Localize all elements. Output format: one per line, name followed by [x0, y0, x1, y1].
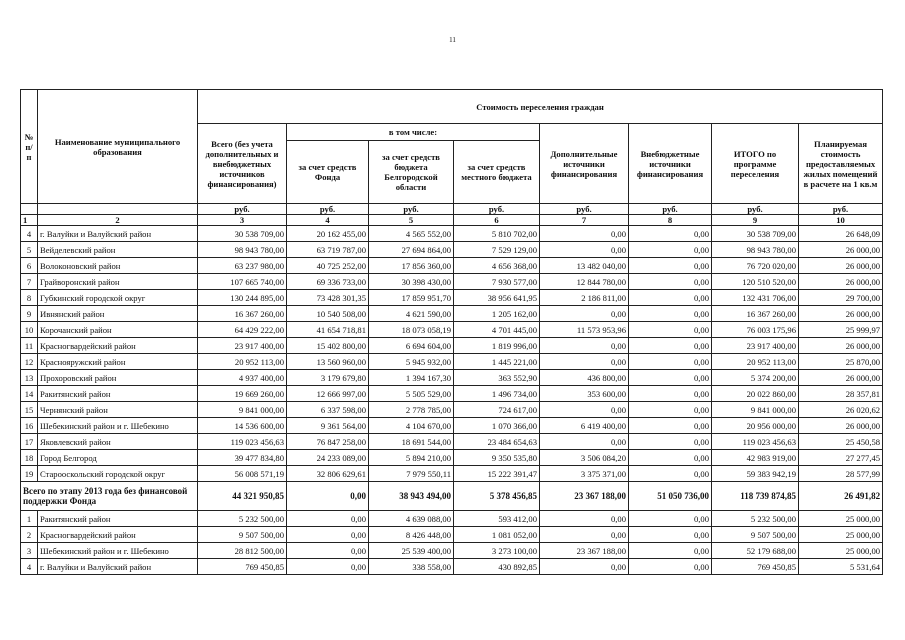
table-row: [21, 258, 883, 274]
page-number: 11: [449, 36, 456, 44]
header-regional: за счет средств бюджета Белгородской области: [369, 141, 454, 204]
value-cell: 769 450,85: [712, 559, 799, 575]
value-cell: 26 000,00: [799, 370, 883, 386]
value-cell: 29 700,00: [799, 290, 883, 306]
row-number: 18: [21, 450, 38, 466]
column-index: 7: [540, 215, 629, 226]
table-row: [21, 338, 883, 354]
value-cell: 26 000,00: [799, 242, 883, 258]
table-row: [21, 418, 883, 434]
municipality-name: Вейделевский район: [38, 242, 198, 258]
value-cell: 4 656 368,00: [454, 258, 540, 274]
table-row: [21, 290, 883, 306]
row-number: 14: [21, 386, 38, 402]
value-cell: 3 273 100,00: [454, 543, 540, 559]
value-cell: 39 477 834,80: [198, 450, 287, 466]
total-value: 5 378 456,85: [454, 482, 540, 511]
value-cell: 0,00: [629, 322, 712, 338]
value-cell: 0,00: [629, 290, 712, 306]
municipality-name: Город Белгород: [38, 450, 198, 466]
value-cell: 9 507 500,00: [198, 527, 287, 543]
value-cell: 9 361 564,00: [287, 418, 369, 434]
value-cell: 56 008 571,19: [198, 466, 287, 482]
value-cell: 0,00: [287, 559, 369, 575]
value-cell: 6 419 400,00: [540, 418, 629, 434]
value-cell: 27 694 864,00: [369, 242, 454, 258]
municipality-name: г. Валуйки и Валуйский район: [38, 559, 198, 575]
column-index: 9: [712, 215, 799, 226]
value-cell: 69 336 733,00: [287, 274, 369, 290]
resettlement-cost-table: [20, 89, 883, 575]
row-number: 7: [21, 274, 38, 290]
municipality-name: Шебекинский район и г. Шебекино: [38, 543, 198, 559]
total-label: Всего по этапу 2013 года без финансовой поддержки Фонда: [21, 482, 198, 511]
municipality-name: Краснояружский район: [38, 354, 198, 370]
value-cell: 5 374 200,00: [712, 370, 799, 386]
value-cell: 19 669 260,00: [198, 386, 287, 402]
total-value: 38 943 494,00: [369, 482, 454, 511]
column-index-row: [21, 215, 883, 226]
value-cell: 25 000,00: [799, 511, 883, 527]
value-cell: 18 691 544,00: [369, 434, 454, 450]
value-cell: 1 070 366,00: [454, 418, 540, 434]
municipality-name: Корочанский район: [38, 322, 198, 338]
value-cell: 26 000,00: [799, 306, 883, 322]
total-value: 44 321 950,85: [198, 482, 287, 511]
row-number: 12: [21, 354, 38, 370]
value-cell: 11 573 953,96: [540, 322, 629, 338]
value-cell: 430 892,85: [454, 559, 540, 575]
value-cell: 30 538 709,00: [712, 226, 799, 242]
municipality-name: Ракитянский район: [38, 511, 198, 527]
value-cell: 338 558,00: [369, 559, 454, 575]
value-cell: 25 870,00: [799, 354, 883, 370]
value-cell: 0,00: [540, 511, 629, 527]
value-cell: 4 937 400,00: [198, 370, 287, 386]
value-cell: 0,00: [629, 434, 712, 450]
value-cell: 17 859 951,70: [369, 290, 454, 306]
table-row: [21, 306, 883, 322]
header-including: в том числе:: [287, 124, 540, 141]
row-number: 15: [21, 402, 38, 418]
value-cell: 59 383 942,19: [712, 466, 799, 482]
column-index: 6: [454, 215, 540, 226]
value-cell: 38 956 641,95: [454, 290, 540, 306]
value-cell: 107 665 740,00: [198, 274, 287, 290]
table-row: [21, 322, 883, 338]
value-cell: 0,00: [540, 527, 629, 543]
unit-cell: руб.: [287, 204, 369, 215]
value-cell: 2 186 811,00: [540, 290, 629, 306]
table-row: [21, 511, 883, 527]
header-extrabudget: Внебюджетные источники финансирования: [629, 124, 712, 204]
row-number: 11: [21, 338, 38, 354]
header-planned-cost: Планируемая стоимость предоставляемых жилых помещений в расчете на 1 кв.м: [799, 124, 883, 204]
column-index: 3: [198, 215, 287, 226]
value-cell: 52 179 688,00: [712, 543, 799, 559]
municipality-name: г. Валуйки и Валуйский район: [38, 226, 198, 242]
value-cell: 7 979 550,11: [369, 466, 454, 482]
table-row: [21, 527, 883, 543]
value-cell: 9 507 500,00: [712, 527, 799, 543]
table-row: [21, 450, 883, 466]
table-row: [21, 466, 883, 482]
header-group-title: Стоимость переселения граждан: [198, 90, 883, 124]
value-cell: 0,00: [629, 418, 712, 434]
value-cell: 25 450,58: [799, 434, 883, 450]
row-number: 4: [21, 559, 38, 575]
value-cell: 20 952 113,00: [712, 354, 799, 370]
value-cell: 593 412,00: [454, 511, 540, 527]
value-cell: 0,00: [629, 543, 712, 559]
value-cell: 5 894 210,00: [369, 450, 454, 466]
row-number: 9: [21, 306, 38, 322]
value-cell: 0,00: [629, 559, 712, 575]
value-cell: 64 429 222,00: [198, 322, 287, 338]
value-cell: 3 506 084,20: [540, 450, 629, 466]
value-cell: 0,00: [629, 338, 712, 354]
column-index: 1: [21, 215, 38, 226]
unit-cell: руб.: [198, 204, 287, 215]
value-cell: 0,00: [629, 274, 712, 290]
unit-cell: руб.: [799, 204, 883, 215]
header-fund: за счет средств Фонда: [287, 141, 369, 204]
value-cell: 0,00: [540, 559, 629, 575]
value-cell: 12 666 997,00: [287, 386, 369, 402]
row-number: 19: [21, 466, 38, 482]
municipality-name: Грайворонский район: [38, 274, 198, 290]
value-cell: 4 701 445,00: [454, 322, 540, 338]
value-cell: 13 560 960,00: [287, 354, 369, 370]
value-cell: 724 617,00: [454, 402, 540, 418]
value-cell: 20 956 000,00: [712, 418, 799, 434]
header-number: № п/п: [21, 90, 38, 204]
value-cell: 0,00: [287, 527, 369, 543]
header-local: за счет средств местного бюджета: [454, 141, 540, 204]
value-cell: 20 162 455,00: [287, 226, 369, 242]
value-cell: 5 232 500,00: [198, 511, 287, 527]
value-cell: 363 552,90: [454, 370, 540, 386]
value-cell: 1 394 167,30: [369, 370, 454, 386]
value-cell: 0,00: [287, 543, 369, 559]
value-cell: 20 022 860,00: [712, 386, 799, 402]
municipality-name: Красногвардейский район: [38, 338, 198, 354]
value-cell: 40 725 252,00: [287, 258, 369, 274]
value-cell: 25 539 400,00: [369, 543, 454, 559]
row-number: 2: [21, 527, 38, 543]
value-cell: 0,00: [629, 354, 712, 370]
value-cell: 10 540 508,00: [287, 306, 369, 322]
row-number: 16: [21, 418, 38, 434]
header-itogo: ИТОГО по программе переселения: [712, 124, 799, 204]
value-cell: 0,00: [629, 306, 712, 322]
value-cell: 42 983 919,00: [712, 450, 799, 466]
value-cell: 0,00: [540, 434, 629, 450]
value-cell: 9 350 535,80: [454, 450, 540, 466]
value-cell: 0,00: [629, 242, 712, 258]
column-index: 8: [629, 215, 712, 226]
column-index: 4: [287, 215, 369, 226]
municipality-name: Чернянский район: [38, 402, 198, 418]
municipality-name: Красногвардейский район: [38, 527, 198, 543]
row-number: 4: [21, 226, 38, 242]
table-row: [21, 402, 883, 418]
value-cell: 25 000,00: [799, 527, 883, 543]
value-cell: 26 000,00: [799, 418, 883, 434]
total-value: 23 367 188,00: [540, 482, 629, 511]
unit-cell: руб.: [712, 204, 799, 215]
unit-cell: руб.: [454, 204, 540, 215]
row-number: 5: [21, 242, 38, 258]
value-cell: 4 565 552,00: [369, 226, 454, 242]
value-cell: 0,00: [629, 226, 712, 242]
value-cell: 7 930 577,00: [454, 274, 540, 290]
value-cell: 0,00: [629, 258, 712, 274]
value-cell: 26 648,09: [799, 226, 883, 242]
row-number: 13: [21, 370, 38, 386]
column-index: 5: [369, 215, 454, 226]
total-row: [21, 482, 883, 511]
municipality-name: Яковлевский район: [38, 434, 198, 450]
value-cell: 26 020,62: [799, 402, 883, 418]
value-cell: 15 402 800,00: [287, 338, 369, 354]
value-cell: 16 367 260,00: [198, 306, 287, 322]
municipality-name: Волоконовский район: [38, 258, 198, 274]
value-cell: 3 179 679,80: [287, 370, 369, 386]
row-number: 3: [21, 543, 38, 559]
value-cell: 76 003 175,96: [712, 322, 799, 338]
value-cell: 1 819 996,00: [454, 338, 540, 354]
total-value: 118 739 874,85: [712, 482, 799, 511]
value-cell: 0,00: [629, 527, 712, 543]
value-cell: 25 999,97: [799, 322, 883, 338]
value-cell: 17 856 360,00: [369, 258, 454, 274]
value-cell: 63 237 980,00: [198, 258, 287, 274]
value-cell: 63 719 787,00: [287, 242, 369, 258]
table-row: [21, 274, 883, 290]
value-cell: 26 000,00: [799, 274, 883, 290]
municipality-name: Губкинский городской округ: [38, 290, 198, 306]
value-cell: 73 428 301,35: [287, 290, 369, 306]
value-cell: 5 810 702,00: [454, 226, 540, 242]
value-cell: 16 367 260,00: [712, 306, 799, 322]
row-number: 8: [21, 290, 38, 306]
table-row: [21, 370, 883, 386]
value-cell: 436 800,00: [540, 370, 629, 386]
value-cell: 119 023 456,63: [198, 434, 287, 450]
total-value: 26 491,82: [799, 482, 883, 511]
table-row: [21, 543, 883, 559]
value-cell: 41 654 718,81: [287, 322, 369, 338]
table-row: [21, 559, 883, 575]
value-cell: 0,00: [629, 402, 712, 418]
value-cell: 5 232 500,00: [712, 511, 799, 527]
total-value: 0,00: [287, 482, 369, 511]
value-cell: 0,00: [287, 511, 369, 527]
value-cell: 5 945 932,00: [369, 354, 454, 370]
value-cell: 18 073 058,19: [369, 322, 454, 338]
value-cell: 0,00: [540, 338, 629, 354]
value-cell: 23 917 400,00: [198, 338, 287, 354]
value-cell: 9 841 000,00: [198, 402, 287, 418]
value-cell: 8 426 448,00: [369, 527, 454, 543]
municipality-name: Прохоровский район: [38, 370, 198, 386]
value-cell: 98 943 780,00: [712, 242, 799, 258]
value-cell: 0,00: [629, 511, 712, 527]
value-cell: 23 917 400,00: [712, 338, 799, 354]
row-number: 17: [21, 434, 38, 450]
value-cell: 0,00: [540, 226, 629, 242]
value-cell: 26 000,00: [799, 338, 883, 354]
value-cell: 769 450,85: [198, 559, 287, 575]
value-cell: 2 778 785,00: [369, 402, 454, 418]
value-cell: 0,00: [629, 386, 712, 402]
value-cell: 4 621 590,00: [369, 306, 454, 322]
value-cell: 13 482 040,00: [540, 258, 629, 274]
municipality-name: Старооскольский городской округ: [38, 466, 198, 482]
value-cell: 1 205 162,00: [454, 306, 540, 322]
unit-cell: руб.: [369, 204, 454, 215]
table-row: [21, 226, 883, 242]
value-cell: 0,00: [540, 306, 629, 322]
value-cell: 14 536 600,00: [198, 418, 287, 434]
value-cell: 7 529 129,00: [454, 242, 540, 258]
value-cell: 26 000,00: [799, 258, 883, 274]
value-cell: 353 600,00: [540, 386, 629, 402]
value-cell: 12 844 780,00: [540, 274, 629, 290]
value-cell: 28 812 500,00: [198, 543, 287, 559]
value-cell: 130 244 895,00: [198, 290, 287, 306]
table-row: [21, 242, 883, 258]
value-cell: 120 510 520,00: [712, 274, 799, 290]
unit-cell: руб.: [629, 204, 712, 215]
value-cell: 1 445 221,00: [454, 354, 540, 370]
value-cell: 1 081 052,00: [454, 527, 540, 543]
unit-cell: руб.: [540, 204, 629, 215]
value-cell: 15 222 391,47: [454, 466, 540, 482]
value-cell: 30 538 709,00: [198, 226, 287, 242]
value-cell: 32 806 629,61: [287, 466, 369, 482]
value-cell: 23 367 188,00: [540, 543, 629, 559]
value-cell: 25 000,00: [799, 543, 883, 559]
value-cell: 0,00: [629, 370, 712, 386]
value-cell: 76 847 258,00: [287, 434, 369, 450]
value-cell: 0,00: [629, 466, 712, 482]
column-index: 10: [799, 215, 883, 226]
column-index: 2: [38, 215, 198, 226]
value-cell: 0,00: [629, 450, 712, 466]
value-cell: 5 531,64: [799, 559, 883, 575]
value-cell: 20 952 113,00: [198, 354, 287, 370]
value-cell: 6 337 598,00: [287, 402, 369, 418]
value-cell: 28 357,81: [799, 386, 883, 402]
municipality-name: Ракитянский район: [38, 386, 198, 402]
header-municipality: Наименование муниципального образования: [38, 90, 198, 204]
value-cell: 0,00: [540, 402, 629, 418]
value-cell: 28 577,99: [799, 466, 883, 482]
row-number: 1: [21, 511, 38, 527]
value-cell: 0,00: [540, 354, 629, 370]
value-cell: 132 431 706,00: [712, 290, 799, 306]
value-cell: 9 841 000,00: [712, 402, 799, 418]
value-cell: 6 694 604,00: [369, 338, 454, 354]
table-row: [21, 386, 883, 402]
total-value: 51 050 736,00: [629, 482, 712, 511]
value-cell: 4 104 670,00: [369, 418, 454, 434]
table-row: [21, 434, 883, 450]
row-number: 6: [21, 258, 38, 274]
header-total: Всего (без учета дополнительных и внебюджетных источников финансирования): [198, 124, 287, 204]
header-additional: Дополнительные источники финансирования: [540, 124, 629, 204]
municipality-name: Шебекинский район и г. Шебекино: [38, 418, 198, 434]
units-row: [21, 204, 883, 215]
municipality-name: Ивнянский район: [38, 306, 198, 322]
table-row: [21, 354, 883, 370]
value-cell: 27 277,45: [799, 450, 883, 466]
value-cell: 30 398 430,00: [369, 274, 454, 290]
value-cell: 24 233 089,00: [287, 450, 369, 466]
value-cell: 5 505 529,00: [369, 386, 454, 402]
value-cell: 4 639 088,00: [369, 511, 454, 527]
value-cell: 3 375 371,00: [540, 466, 629, 482]
value-cell: 76 720 020,00: [712, 258, 799, 274]
value-cell: 23 484 654,63: [454, 434, 540, 450]
row-number: 10: [21, 322, 38, 338]
value-cell: 119 023 456,63: [712, 434, 799, 450]
value-cell: 98 943 780,00: [198, 242, 287, 258]
value-cell: 1 496 734,00: [454, 386, 540, 402]
value-cell: 0,00: [540, 242, 629, 258]
